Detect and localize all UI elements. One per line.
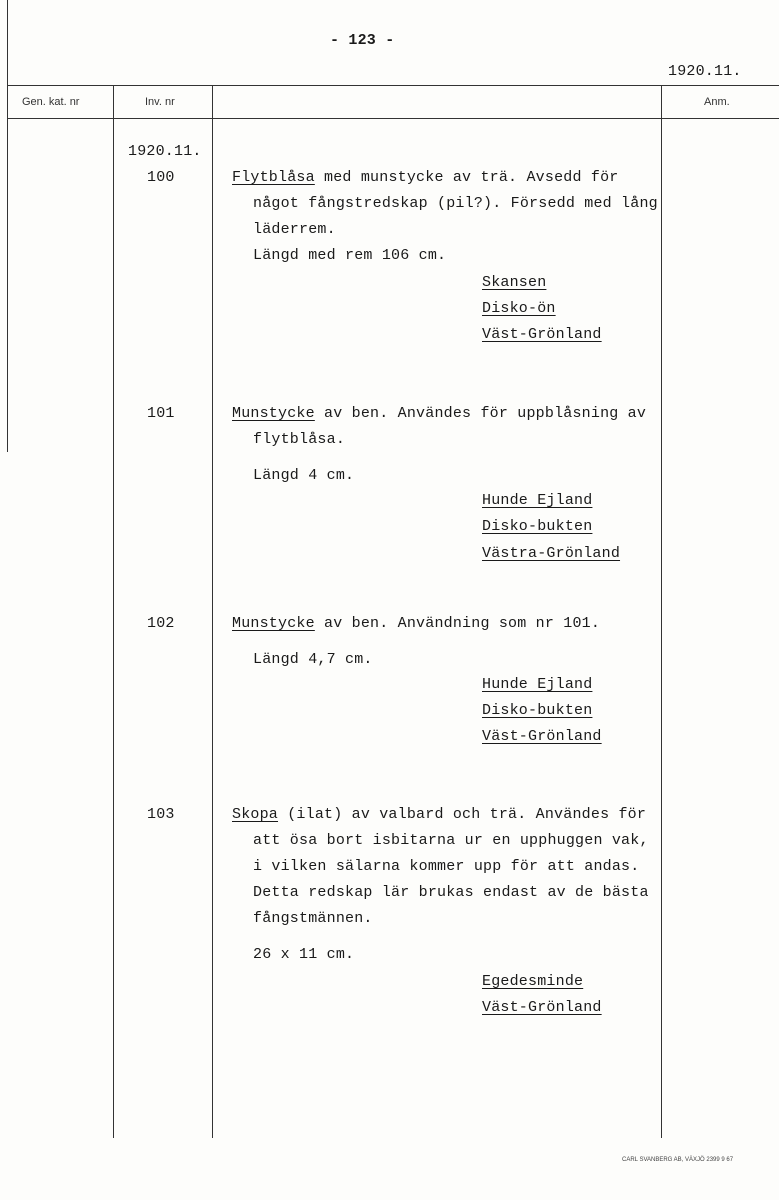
entry-text: med munstycke av trä. Avsedd för — [314, 169, 619, 186]
entry-text: i vilken sälarna kommer upp för att andas. — [253, 858, 640, 875]
entry-first-line — [232, 405, 646, 422]
entry-place: Hunde Ejland — [482, 492, 593, 509]
printer-mark: CARL SVANBERG AB, VÄXJÖ 2399 9 67 — [622, 1157, 734, 1163]
inventory-number: 101 — [147, 405, 175, 422]
entry-measure: Längd 4 cm. — [253, 467, 355, 484]
header-date: 1920.11. — [668, 63, 742, 80]
entry-text: något fångstredskap (pil?). Försedd med lång — [253, 195, 658, 212]
inventory-number: 102 — [147, 615, 175, 632]
entry-first-line — [232, 615, 600, 632]
entry-text: (ilat) av valbard och trä. Användes för — [278, 806, 647, 823]
anm-header: Anm. — [704, 96, 730, 108]
entry-text: att ösa bort isbitarna ur en upphuggen vak, — [253, 832, 649, 849]
entry-first-line — [232, 169, 618, 186]
entry-text: av ben. Användes för uppblåsning av — [314, 405, 647, 422]
entry-text: läderrem. — [253, 221, 336, 238]
entry-title: Munstycke — [232, 615, 315, 632]
entry-title: Flytblåsa — [232, 169, 315, 186]
left-margin-rule — [7, 0, 8, 452]
entry-place: Disko-bukten — [482, 702, 593, 719]
gen-kat-column-rule — [113, 85, 114, 1138]
gen-kat-header: Gen. kat. nr — [22, 96, 80, 108]
header-top-rule — [7, 85, 779, 86]
entry-first-line — [232, 806, 646, 823]
entry-text: av ben. Användning som nr 101. — [314, 615, 601, 632]
header-bottom-rule — [7, 118, 779, 119]
entry-place: Disko-bukten — [482, 518, 593, 535]
entry-text: Detta redskap lär brukas endast av de bästa — [253, 884, 649, 901]
entry-place: Egedesminde — [482, 973, 584, 990]
entry-measure: 26 x 11 cm. — [253, 946, 355, 963]
entry-place: Västra-Grönland — [482, 545, 621, 562]
anm-column-rule — [661, 85, 662, 1138]
entry-place: Väst-Grönland — [482, 999, 602, 1016]
entry-place: Disko-ön — [482, 300, 556, 317]
entry-title: Skopa — [232, 806, 279, 823]
entry-place: Väst-Grönland — [482, 728, 602, 745]
page-number: - 123 - — [330, 32, 395, 49]
entry-place: Väst-Grönland — [482, 326, 602, 343]
entry-measure: Längd med rem 106 cm. — [253, 247, 447, 264]
inventory-number: 103 — [147, 806, 175, 823]
inv-column-rule — [212, 85, 213, 1138]
inv-header: Inv. nr — [145, 96, 175, 108]
entry-text: flytblåsa. — [253, 431, 346, 448]
entry-place: Hunde Ejland — [482, 676, 593, 693]
entry-text: fångstmännen. — [253, 910, 373, 927]
inventory-number: 100 — [147, 169, 175, 186]
entry-title: Munstycke — [232, 405, 315, 422]
group-label: 1920.11. — [128, 143, 202, 160]
entry-place: Skansen — [482, 274, 547, 291]
entry-measure: Längd 4,7 cm. — [253, 651, 373, 668]
